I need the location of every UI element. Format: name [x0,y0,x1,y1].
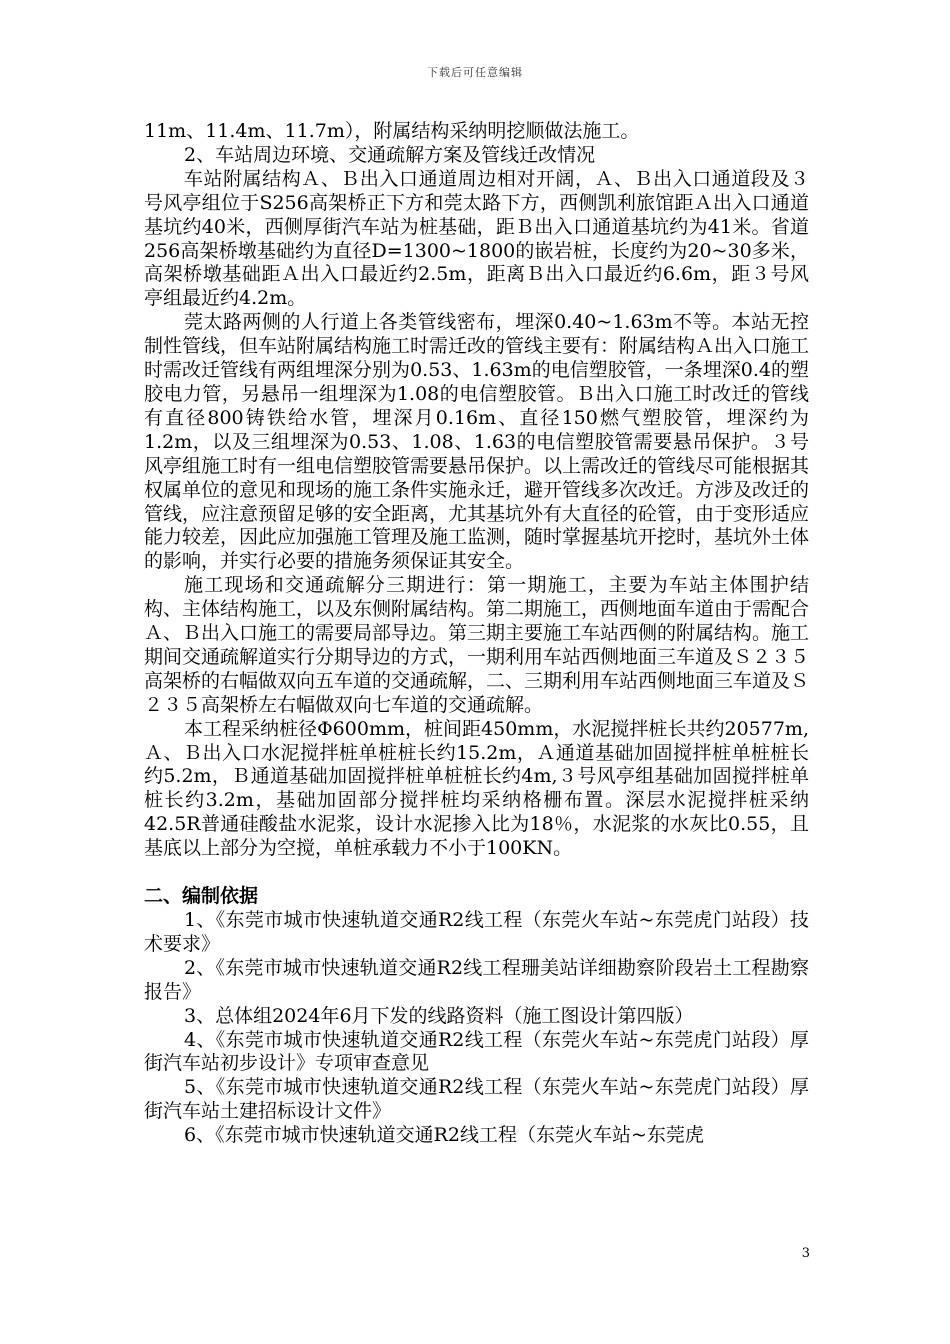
paragraph-piles: 本工程采纳桩径Φ600mm，桩间距450mm，水泥搅拌桩长共约20577m,Ａ、Ｂ出入口水泥搅拌桩单桩桩长约15.2m，Ａ通道基础加固搅拌桩单桩桩长约5.2m，Ｂ通道基础加固搅拌桩单桩桩长约4m,３号风亭组基础加固搅拌桩单桩长约3.2m，基础加固部分搅拌桩均采纳格栅布置。深层水泥搅拌桩采纳42.5R普通硅酸盐水泥浆，设计水泥掺入比为18％，水泥浆的水灰比0.55，且基底以上部分为空搅，单桩承载力不小于100KN。 [144,717,809,860]
document-body [144,120,809,1148]
section-spacer [144,861,809,885]
paragraph-pipelines: 莞太路两侧的人行道上各类管线密布，埋深0.40~1.63m不等。本站无控制性管线，但车站附属结构施工时需迁改的管线主要有：附属结构Ａ出入口施工时需改迁管线有两组埋深分别为0.53、1.63m的电信塑胶管，一条埋深0.4的塑胶电力管，另悬吊一组埋深为1.08的电信塑胶管。Ｂ出入口施工时改迁的管线有直径800铸铁给水管，埋深月0.16m、直径150燃气塑胶管，埋深约为1.2m，以及三组埋深为0.53、1.08、1.63的电信塑胶管需要悬吊保护。３号风亭组施工时有一组电信塑胶管需要悬吊保护。以上需改迁的管线尽可能根据其权属单位的意见和现场的施工条件实施永迁，避开管线多次改迁。方涉及改迁的管线，应注意预留足够的安全距离，尤其基坑外有大直径的砼管，由于变形适应能力较差，因此应加强施工管理及施工监测，随时掌握基坑开挖时，基坑外土体的影响，并实行必要的措施务须保证其安全。 [144,311,810,573]
section-heading: 二、编制依据 [144,885,259,908]
subheading-environment: 2、车站周边环境、交通疏解方案及管线迁改情况 [184,143,596,166]
page-number: 3 [801,1246,810,1261]
paragraph-traffic: 施工现场和交通疏解分三期进行：第一期施工，主要为车站主体围护结构、主体结构施工，以及东侧附属结构。第二期施工，西侧地面车道由于需配合Ａ、Ｂ出入口施工的需要局部导边。第三期主要施工车站西侧的附属结构。施工期间交通疏解道实行分期导边的方式，一期利用车站西侧地面三车道及Ｓ２３５高架桥的右幅做双向五车道的交通疏解，二、三期利用车站西侧地面三车道及Ｓ２３５高架桥左右幅做双向七车道的交通疏解。 [144,574,810,716]
reference-item: 6、《东莞市城市快速轨道交通R2线工程（东莞火车站~东莞虎 [184,1124,704,1147]
paragraph-environment: 车站附属结构Ａ、Ｂ出入口通道周边相对开阔，Ａ、Ｂ出入口通道段及３号风亭组位于S256高架桥正下方和莞太路下方，西侧凯利旅馆距Ａ出入口通道基坑约40米，西侧厚街汽车站为桩基础，距Ｂ出入口通道基坑约为41米。省道256高架桥墩基础约为直径D=1300~1800的嵌岩桩，长度约为20~30多米，高架桥墩基础距Ａ出入口最近约2.5m，距离Ｂ出入口最近约6.6m，距３号风亭组最近约4.2m。 [144,167,809,310]
reference-item: 5、《东莞市城市快速轨道交通R2线工程（东莞火车站~东莞虎门站段）厚街汽车站土建招标设计文件》 [144,1076,809,1123]
reference-item: 3、总体组2024年6月下发的线路资料（施工图设计第四版） [184,1004,694,1027]
page-header: 下载后可任意编辑 [427,66,523,79]
paragraph-continuation: 11m、11.4m、11.7m），附属结构采纳明挖顺做法施工。 [144,120,640,142]
reference-item: 4、《东莞市城市快速轨道交通R2线工程（东莞火车站~东莞虎门站段）厚街汽车站初步设计》专项审查意见 [144,1028,809,1075]
reference-item: 2、《东莞市城市快速轨道交通R2线工程珊美站详细勘察阶段岩土工程勘察报告》 [144,956,809,1003]
reference-item: 1、《东莞市城市快速轨道交通R2线工程（东莞火车站~东莞虎门站段）技术要求》 [144,909,809,955]
